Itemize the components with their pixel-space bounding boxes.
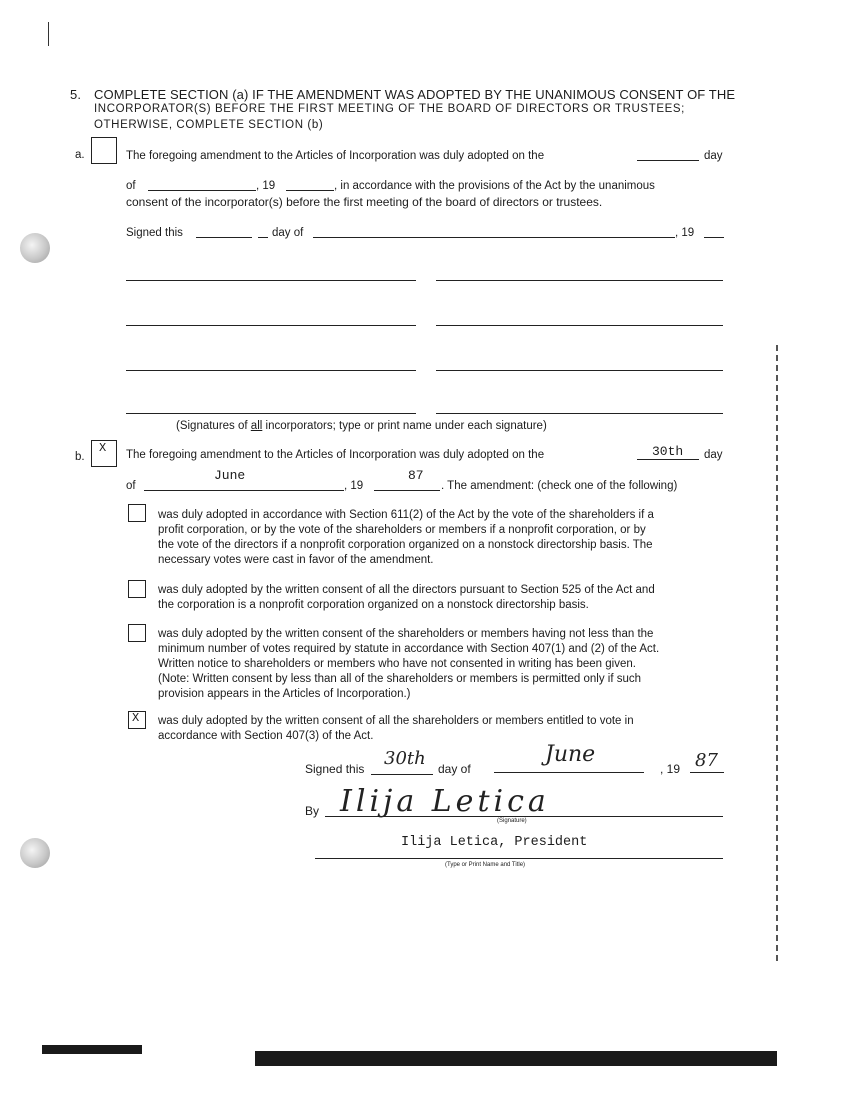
- section-a-signed-day-blank[interactable]: [196, 237, 252, 238]
- section-a-day-blank[interactable]: [637, 160, 699, 161]
- section-a-checkbox[interactable]: [91, 137, 117, 164]
- section-number: 5.: [70, 87, 82, 102]
- section-heading-line3: OTHERWISE, COMPLETE SECTION (b): [94, 119, 324, 131]
- incorporator-signature-line[interactable]: [436, 280, 723, 281]
- section-heading-line2: INCORPORATOR(S) BEFORE THE FIRST MEETING OF THE BOARD OF DIRECTORS OR TRUSTEES;: [94, 103, 685, 115]
- signed-day-handwritten: 30th: [384, 748, 426, 769]
- option-text-407-1-2: [158, 627, 733, 702]
- section-b-year: 87: [408, 468, 424, 483]
- punch-hole-top: [20, 233, 50, 263]
- section-b-signed-this: Signed this: [305, 762, 365, 776]
- option-line: the vote of the directors if a nonprofit corporation organized on a nonstock directorship basis. The: [158, 539, 653, 551]
- option-checkbox-407-3-mark: X: [132, 711, 140, 725]
- section-b-of: of: [126, 480, 136, 492]
- option-line: profit corporation, or by the vote of the shareholders or members if a nonprofit corporation, or by: [158, 524, 646, 536]
- option-line: provision appears in the Articles of Incorporation.): [158, 688, 411, 700]
- option-line: was duly adopted by the written consent of the shareholders or members having not less than the: [158, 628, 654, 640]
- option-line: was duly adopted in accordance with Section 611(2) of the Act by the vote of the shareholders if a: [158, 509, 654, 521]
- option-checkbox-611-2[interactable]: [128, 504, 146, 522]
- punch-hole-bottom: [20, 838, 50, 868]
- section-a-signed-this: Signed this: [126, 227, 183, 239]
- section-a-year-end: , 19: [675, 227, 695, 239]
- option-checkbox-407-3[interactable]: [128, 711, 146, 729]
- handwritten-signature: Ilija Letica: [340, 784, 550, 819]
- signed-year-handwritten: 87: [695, 750, 718, 771]
- section-b-day-blank[interactable]: [637, 459, 699, 460]
- incorporator-signature-line[interactable]: [436, 413, 723, 414]
- incorporator-signature-line[interactable]: [126, 325, 416, 326]
- incorporator-signature-line[interactable]: [126, 413, 416, 414]
- section-b-date-day: 30th: [652, 444, 684, 459]
- signed-year-blank[interactable]: [690, 772, 724, 773]
- section-a-label: a.: [75, 149, 85, 161]
- incorporator-signature-line[interactable]: [436, 370, 723, 371]
- option-line: necessary votes were cast in favor of the amendment.: [158, 554, 434, 566]
- section-b-line1: The foregoing amendment to the Articles of Incorporation was duly adopted on the: [126, 449, 545, 461]
- section-b-day-word: day: [704, 449, 723, 461]
- incorporator-signature-line[interactable]: [126, 280, 416, 281]
- section-a-signed-day-blank2[interactable]: [258, 237, 268, 238]
- signatures-caption: [176, 419, 547, 434]
- section-b-checkbox-mark: X: [99, 441, 107, 455]
- scan-mark: [48, 22, 49, 46]
- option-line: Written notice to shareholders or members who have not consented in writing has been given.: [158, 658, 636, 670]
- signatures-caption-all: all: [250, 420, 263, 432]
- by-label: By: [305, 804, 320, 818]
- section-a-signed-month-blank[interactable]: [313, 237, 675, 238]
- signature-caption: (Signature): [497, 818, 527, 824]
- scan-bar-right: [255, 1051, 777, 1066]
- option-checkbox-407-1-2[interactable]: [128, 624, 146, 642]
- option-line: was duly adopted by the written consent of all the directors pursuant to Section 525 of the Act and: [158, 584, 655, 596]
- option-line: was duly adopted by the written consent of all the shareholders or members entitled to vote in: [158, 715, 634, 727]
- section-b-day-of: day of: [438, 762, 471, 776]
- section-a-line1: The foregoing amendment to the Articles of Incorporation was duly adopted on the: [126, 150, 545, 162]
- section-a-year-blank[interactable]: [286, 190, 334, 191]
- scan-edge-right: [776, 345, 778, 965]
- section-a-signed-year-blank[interactable]: [704, 237, 724, 238]
- option-checkbox-525[interactable]: [128, 580, 146, 598]
- incorporator-signature-line[interactable]: [436, 325, 723, 326]
- section-a-line3: consent of the incorporator(s) before the first meeting of the board of directors or trustees.: [126, 195, 603, 209]
- name-title-line[interactable]: [315, 858, 723, 859]
- option-text-407-3: [158, 714, 733, 744]
- section-a-day-of: day of: [272, 227, 304, 239]
- option-line: the corporation is a nonprofit corporation organized on a nonstock directorship basis.: [158, 599, 589, 611]
- signed-month-blank[interactable]: [494, 772, 644, 773]
- scan-bar-left: [42, 1045, 142, 1054]
- option-text-525: [158, 583, 733, 613]
- signed-month-handwritten: June: [545, 742, 596, 767]
- section-b-line2-rest: . The amendment: (check one of the following): [441, 480, 678, 492]
- section-b-year19: , 19: [344, 480, 364, 492]
- name-title-caption: (Type or Print Name and Title): [445, 862, 526, 868]
- section-b-month: June: [214, 468, 246, 483]
- signed-day-blank[interactable]: [371, 774, 433, 775]
- option-text-611-2: [158, 508, 733, 568]
- option-line: (Note: Written consent by less than all of the shareholders or members is permitted only if such: [158, 673, 642, 685]
- incorporator-signature-line[interactable]: [126, 370, 416, 371]
- section-a-of: of: [126, 180, 136, 192]
- section-a-year19: , 19: [256, 180, 276, 192]
- name-and-title: Ilija Letica, President: [401, 835, 588, 850]
- section-heading-line1: COMPLETE SECTION (a) IF THE AMENDMENT WAS ADOPTED BY THE UNANIMOUS CONSENT OF THE: [94, 87, 736, 102]
- section-b-year-blank[interactable]: [374, 490, 440, 491]
- signatures-caption-post: incorporators; type or print name under each signature): [262, 420, 547, 432]
- section-a-line2-rest: , in accordance with the provisions of the Act by the unanimous: [334, 180, 655, 192]
- section-a-day-word: day: [704, 150, 723, 162]
- option-line: minimum number of votes required by statute in accordance with Section 407(1) and (2) of the Act.: [158, 643, 660, 655]
- signatures-caption-pre: (Signatures of: [176, 420, 251, 432]
- signed-year-prefix: , 19: [660, 762, 681, 776]
- section-b-label: b.: [75, 451, 85, 463]
- section-b-month-blank[interactable]: [144, 490, 344, 491]
- option-line: accordance with Section 407(3) of the Act.: [158, 730, 374, 742]
- signature-line[interactable]: [325, 816, 723, 817]
- section-a-month-blank[interactable]: [148, 190, 256, 191]
- section-b-checkbox[interactable]: [91, 440, 117, 467]
